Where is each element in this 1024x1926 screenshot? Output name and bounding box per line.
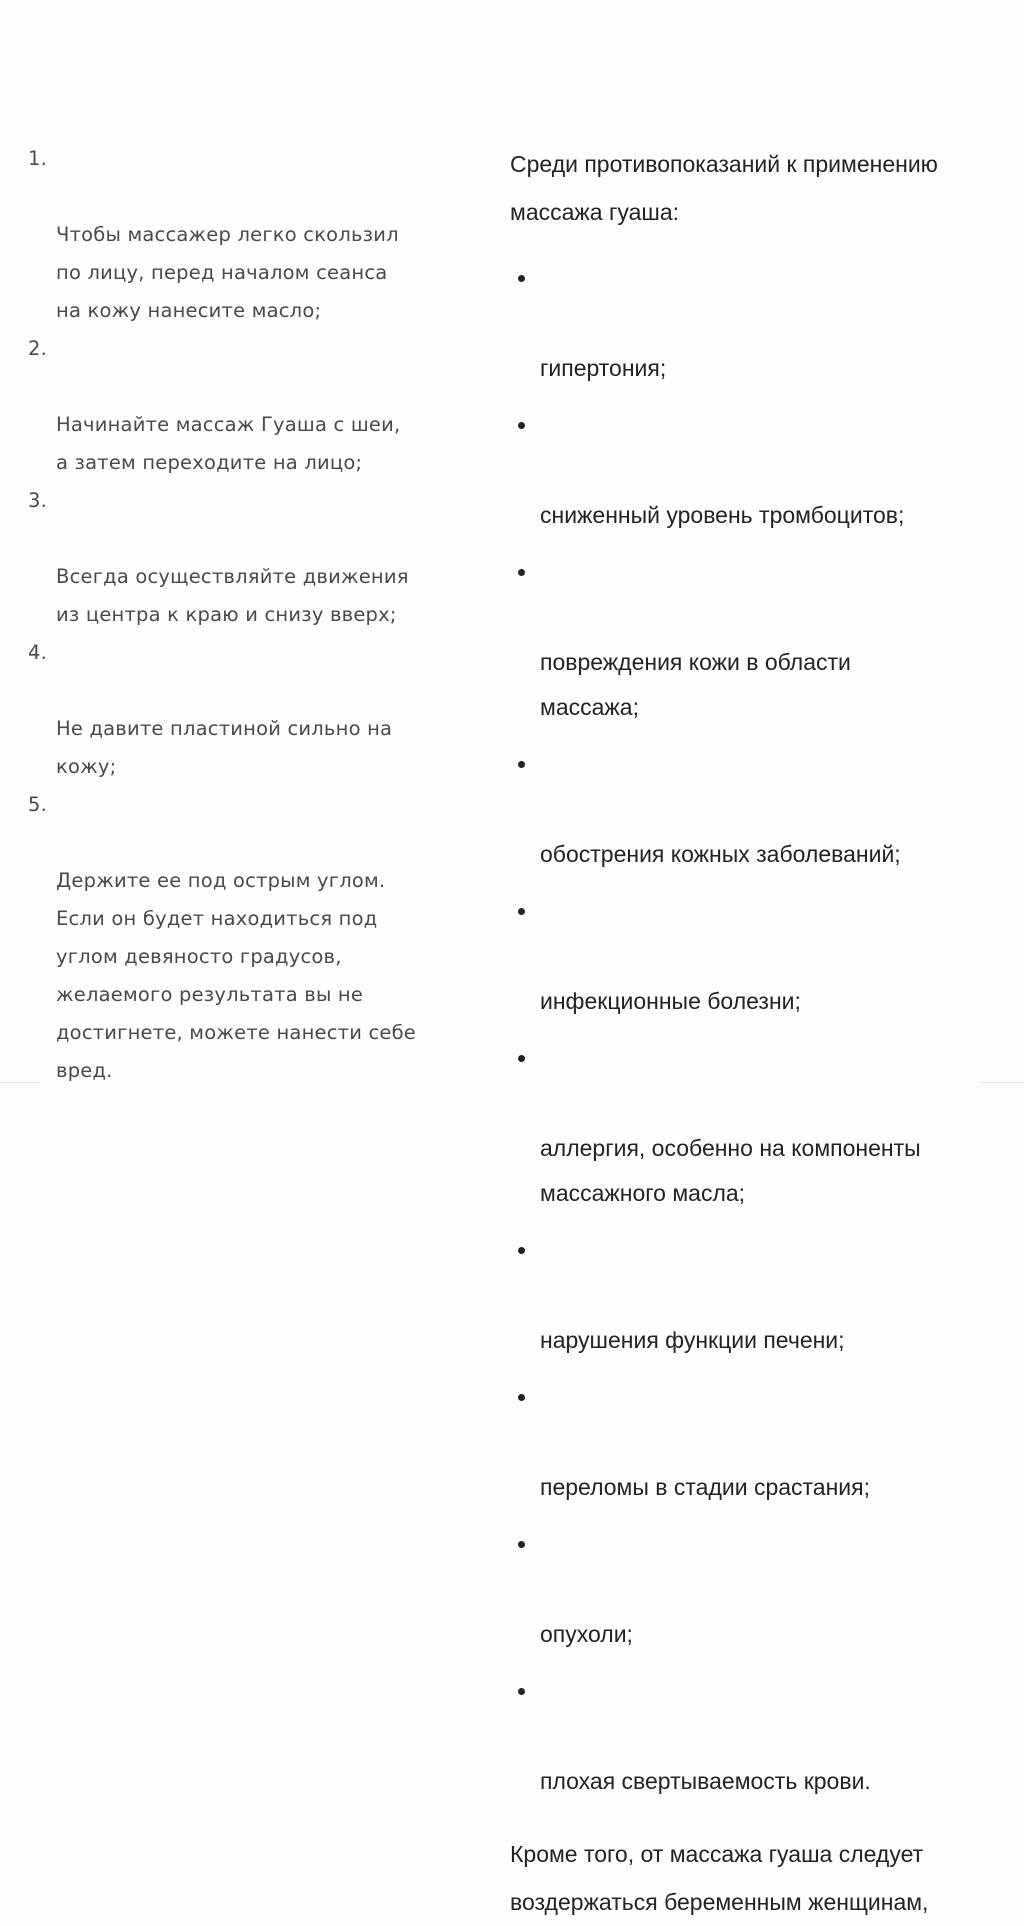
step-number: 1. [28, 147, 48, 170]
instruction-step [28, 786, 468, 1090]
step-number: 3. [28, 489, 48, 512]
contraindications-intro: Среди противопоказаний к применению массажа гуаша: [510, 151, 938, 225]
instruction-step [28, 482, 468, 634]
list-item [510, 1375, 1010, 1510]
list-item-text: плохая свертываемость крови. [540, 1768, 871, 1794]
list-item [510, 256, 1010, 391]
step-text: Чтобы массажер легко скользил по лицу, перед началом сеанса на кожу нанесите масло; [56, 223, 399, 322]
bullet-icon [518, 275, 525, 282]
contraindications-outro: Кроме того, от массажа гуаша следует воздержаться беременным женщинам, [510, 1841, 929, 1915]
instructions-column [28, 140, 468, 1090]
bullet-icon [518, 761, 525, 768]
list-item [510, 1036, 1010, 1216]
bullet-icon [518, 422, 525, 429]
list-item-text: повреждения кожи в области массажа; [540, 649, 851, 720]
list-item-text: обострения кожных заболеваний; [540, 841, 901, 867]
list-item-text: сниженный уровень тромбоцитов; [540, 502, 905, 528]
list-item [510, 550, 1010, 730]
divider [980, 1082, 1024, 1083]
list-item-text: переломы в стадии срастания; [540, 1474, 870, 1500]
list-item-text: инфекционные болезни; [540, 988, 801, 1014]
bullet-icon [518, 1541, 525, 1548]
instruction-steps [28, 140, 468, 1090]
list-item-text: гипертония; [540, 355, 667, 381]
bullet-icon [518, 1688, 525, 1695]
step-text: Не давите пластиной сильно на кожу; [56, 717, 393, 778]
list-item-text: нарушения функции печени; [540, 1327, 845, 1353]
instruction-step [28, 140, 468, 330]
step-number: 2. [28, 337, 48, 360]
list-item [510, 403, 1010, 538]
instruction-step [28, 330, 468, 482]
step-number: 5. [28, 793, 48, 816]
bullet-icon [518, 1055, 525, 1062]
divider [0, 1082, 40, 1083]
list-item-text: опухоли; [540, 1621, 633, 1647]
list-item [510, 1669, 1010, 1804]
list-item-text: аллергия, особенно на компоненты массажного масла; [540, 1135, 921, 1206]
step-number: 4. [28, 641, 48, 664]
step-text: Всегда осуществляйте движения из центра к краю и снизу вверх; [56, 565, 409, 626]
bullet-icon [518, 1247, 525, 1254]
list-item [510, 1522, 1010, 1657]
contraindications-list [510, 256, 1010, 1804]
instruction-step [28, 634, 468, 786]
step-text: Держите ее под острым углом. Если он будет находиться под углом девяносто градусов, желаемого результата вы не достигнете, можете нанести себе вред. [56, 869, 417, 1082]
bullet-icon [518, 569, 525, 576]
contraindications-column [510, 140, 1010, 1926]
list-item [510, 1228, 1010, 1363]
step-text: Начинайте массаж Гуаша с шеи, а затем переходите на лицо; [56, 413, 401, 474]
list-item [510, 889, 1010, 1024]
list-item [510, 742, 1010, 877]
bullet-icon [518, 1394, 525, 1401]
bullet-icon [518, 908, 525, 915]
